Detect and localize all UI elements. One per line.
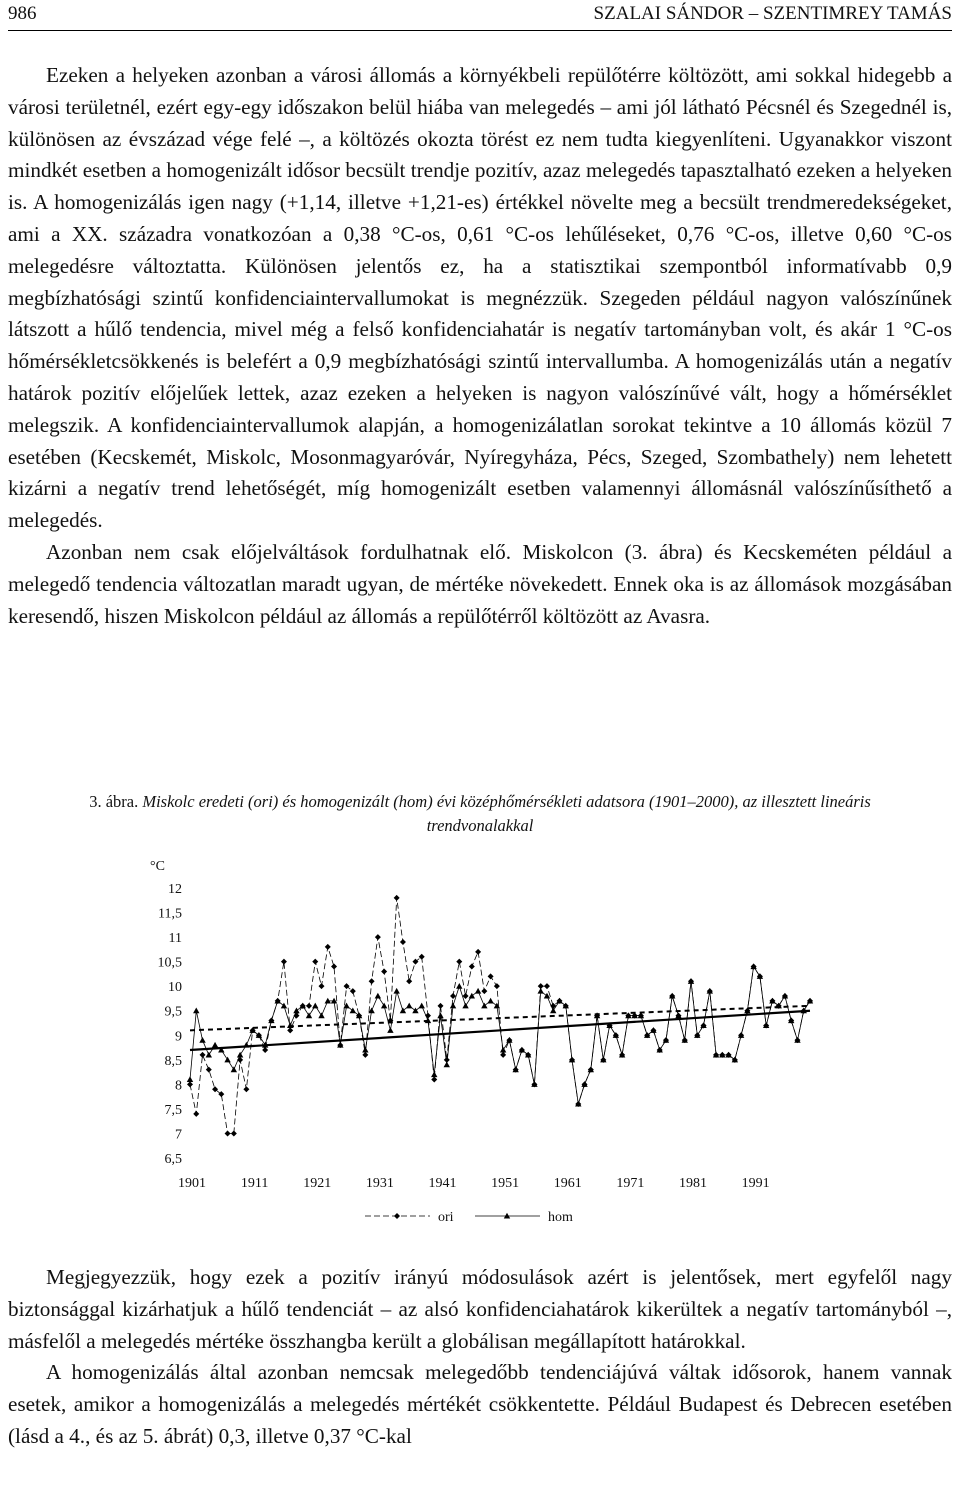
hom-data-point <box>419 1003 425 1009</box>
ori-data-point <box>494 983 500 989</box>
hom-data-point <box>362 1047 368 1053</box>
ori-data-point <box>419 954 425 960</box>
y-tick-label: 11 <box>168 931 182 947</box>
ori-data-point <box>375 934 381 940</box>
ori-data-point <box>319 983 325 989</box>
y-tick-label: 8 <box>175 1078 182 1094</box>
figure-caption-text: Miskolc eredeti (ori) és homogenizált (hom) évi középhőmérsékleti adatsora (1901–2000), az illesztett lineáris trendvonalakkal <box>142 792 871 835</box>
y-axis-label: °C <box>150 859 165 874</box>
figure-label: 3. ábra. <box>89 792 139 811</box>
hom-data-point <box>231 1066 237 1072</box>
hom-series-line <box>190 967 810 1105</box>
figure-caption <box>40 790 920 838</box>
x-tick-label: 1981 <box>679 1176 708 1191</box>
x-tick-label: 1931 <box>365 1176 394 1191</box>
hom-data-point <box>281 1003 287 1009</box>
y-tick-label: 10 <box>168 980 182 996</box>
hom-data-point <box>343 1003 349 1009</box>
ori-data-point <box>200 1052 206 1058</box>
x-tick-label: 1961 <box>553 1176 582 1191</box>
ori-data-point <box>187 1081 193 1087</box>
ori-data-point <box>406 978 412 984</box>
ori-data-point <box>475 949 481 955</box>
ori-data-point <box>488 973 494 979</box>
y-tick-label: 9 <box>175 1029 182 1045</box>
legend-hom-label: hom <box>548 1210 573 1225</box>
hom-data-point <box>400 1008 406 1014</box>
hom-data-point <box>475 988 481 994</box>
y-tick-label: 10,5 <box>157 955 182 971</box>
hom-data-point <box>437 1012 443 1018</box>
hom-data-point <box>212 1042 218 1048</box>
y-tick-label: 6,5 <box>164 1152 182 1167</box>
ori-data-point <box>193 1111 199 1117</box>
ori-data-point <box>381 968 387 974</box>
hom-data-point <box>375 993 381 999</box>
ori-data-point <box>456 959 462 965</box>
paragraph: Ezeken a helyeken azonban a városi állomás a környékbeli repülőtérre költözött, ami sokkal hidegebb a városi területnél, ezért egy-egy időszakon belül hiába van melegedés – ami jól látható Pécsnél és Szegednél is, különösen az évszázad vége felé –, a költözés okozta törést ez nem tudta kiegyenlíteni. Ugyanakkor viszont mindkét esetben a homogenizált idősor becsült trendje pozitív, azaz melegedés tapasztalható ezeken a helyeken is. A homogenizálás igen nagy (+1,14, illetve +1,21-es) értékkel növelte meg a becsült trendmeredekségeket, ami a XX. századra vonatkozóan a 0,38 °C-os, 0,61 °C-os lehűléseket, 0,76 °C-os, illetve 0,60 °C-os melegedésre változtatta. Különösen jelentős ez, ha a statisztikai szempontból informatívabb 0,9 megbízhatósági szintű konfidenciaintervallumokat is megnézzük. Szegeden például nagyon valószínűnek látszott a hűlő tendencia, mivel még a felső konfidenciahatár is negatív tartományban volt, és akár 1 °C-os hőmérsékletcsökkenés is belefért a 0,9 megbízhatósági szintű intervallumba. A homogenizálás után a negatív határok pozitív előjelűek lettek, azaz ezeken a helyeken is nagyon valószínűvé vált, hogy a hőmérséklet melegszik. A konfidenciaintervallumok alapján, a homogenizálatlan sorokat tekintve a 10 állomás közül 7 esetében (Kecskemét, Miskolc, Mosonmagyaróvár, Nyíregyháza, Pécs, Szeged, Szombathely) nem lehetett kizárni a negatív trend lehetőségét, míg homogenizált esetben valamennyi állomásnál valószínűsíthető a melegedés. <box>8 63 952 533</box>
hom-data-point <box>187 1076 193 1082</box>
ori-data-point <box>281 959 287 965</box>
ori-data-point <box>394 895 400 901</box>
ori-data-point <box>325 944 331 950</box>
x-tick-label: 1921 <box>303 1176 332 1191</box>
hom-data-point <box>193 1008 199 1014</box>
hom-data-point <box>462 1003 468 1009</box>
hom-data-point <box>387 1027 393 1033</box>
ori-data-point <box>438 1003 444 1009</box>
ori-data-point <box>231 1130 237 1136</box>
hom-data-point <box>224 1057 230 1063</box>
hom-data-point <box>481 1003 487 1009</box>
page-header <box>8 0 952 31</box>
y-tick-label: 7,5 <box>164 1102 182 1118</box>
hom-data-point <box>487 998 493 1004</box>
page-number: 986 <box>8 3 37 24</box>
hom-data-point <box>500 1047 506 1053</box>
hom-data-point <box>393 988 399 994</box>
hom-data-point <box>318 1012 324 1018</box>
y-tick-label: 12 <box>168 882 182 897</box>
hom-data-point <box>456 983 462 989</box>
ori-data-point <box>500 1052 506 1058</box>
hom-data-point <box>550 1008 556 1014</box>
temperature-chart <box>130 848 830 1233</box>
ori-data-point <box>262 1047 268 1053</box>
paragraph: A homogenizálás által azonban nemcsak melegedőbb tendenciájúvá váltak idősorok, hanem vannak esetek, amikor a homogenizálás a melegedés mértékét csökkentette. Például Budapest és Debrecen esetében (lásd a 4., és az 5. ábrát) 0,3, illetve 0,37 °C-kal <box>8 1360 952 1448</box>
hom-data-point <box>381 1003 387 1009</box>
hom-data-point <box>538 988 544 994</box>
hom-data-point <box>306 1012 312 1018</box>
body-text-bottom <box>8 1262 952 1453</box>
y-tick-label: 11,5 <box>158 906 182 922</box>
body-text-top <box>8 60 952 632</box>
ori-data-point <box>225 1130 231 1136</box>
x-tick-label: 1911 <box>240 1176 269 1191</box>
ori-data-point <box>369 978 375 984</box>
legend-ori-label: ori <box>438 1210 454 1225</box>
ori-data-point <box>481 988 487 994</box>
ori-data-point <box>312 959 318 965</box>
x-tick-label: 1951 <box>491 1176 520 1191</box>
hom-data-point <box>243 1042 249 1048</box>
paragraph: Azonban nem csak előjelváltások fordulhatnak elő. Miskolcon (3. ábra) és Kecskeméten például a melegedő tendencia változatlan maradt ugyan, de mértéke növekedett. Ennek oka is az állomások mozgásában keresendő, hiszen Miskolcon például az állomás a repülőtérről költözött az Avasra. <box>8 539 952 628</box>
x-tick-label: 1941 <box>428 1176 457 1191</box>
hom-data-point <box>444 1062 450 1068</box>
legend-ori-marker <box>394 1213 400 1219</box>
hom-data-point <box>469 993 475 999</box>
ori-data-point <box>544 983 550 989</box>
ori-data-point <box>469 964 475 970</box>
y-tick-label: 9,5 <box>164 1004 182 1020</box>
y-tick-label: 8,5 <box>164 1053 182 1069</box>
hom-data-point <box>199 1037 205 1043</box>
ori-data-point <box>331 964 337 970</box>
ori-data-point <box>287 1027 293 1033</box>
ori-data-point <box>362 1052 368 1058</box>
hom-data-point <box>431 1071 437 1077</box>
hom-data-point <box>293 1008 299 1014</box>
hom-data-point <box>494 1003 500 1009</box>
ori-data-point <box>431 1076 437 1082</box>
ori-data-point <box>306 1003 312 1009</box>
ori-data-point <box>206 1067 212 1073</box>
hom-data-point <box>312 1003 318 1009</box>
y-tick-label: 7 <box>175 1127 182 1143</box>
x-tick-label: 1971 <box>616 1176 645 1191</box>
x-tick-label: 1991 <box>741 1176 770 1191</box>
ori-data-point <box>400 939 406 945</box>
hom-data-point <box>237 1052 243 1058</box>
x-tick-label: 1901 <box>178 1176 206 1191</box>
running-title: SZALAI SÁNDOR – SZENTIMREY TAMÁS <box>593 3 952 24</box>
hom-data-point <box>406 1003 412 1009</box>
hom-data-point <box>206 1052 212 1058</box>
ori-data-point <box>350 988 356 994</box>
hom-data-point <box>450 1003 456 1009</box>
ori-data-point <box>243 1086 249 1092</box>
paragraph: Megjegyezzük, hogy ezek a pozitív irányú módosulások azért is jelentősek, mert egyfelől nagy biztonsággal kizárhatjuk a hűlő tendenciát – az alsó konfidenciahatárok kikerültek a negatív tartományból –, másfelől a melegedés mértéke összhangba került a globálisan megállapított határokkal. <box>8 1265 952 1353</box>
hom-data-point <box>412 1008 418 1014</box>
hom-data-point <box>350 1008 356 1014</box>
